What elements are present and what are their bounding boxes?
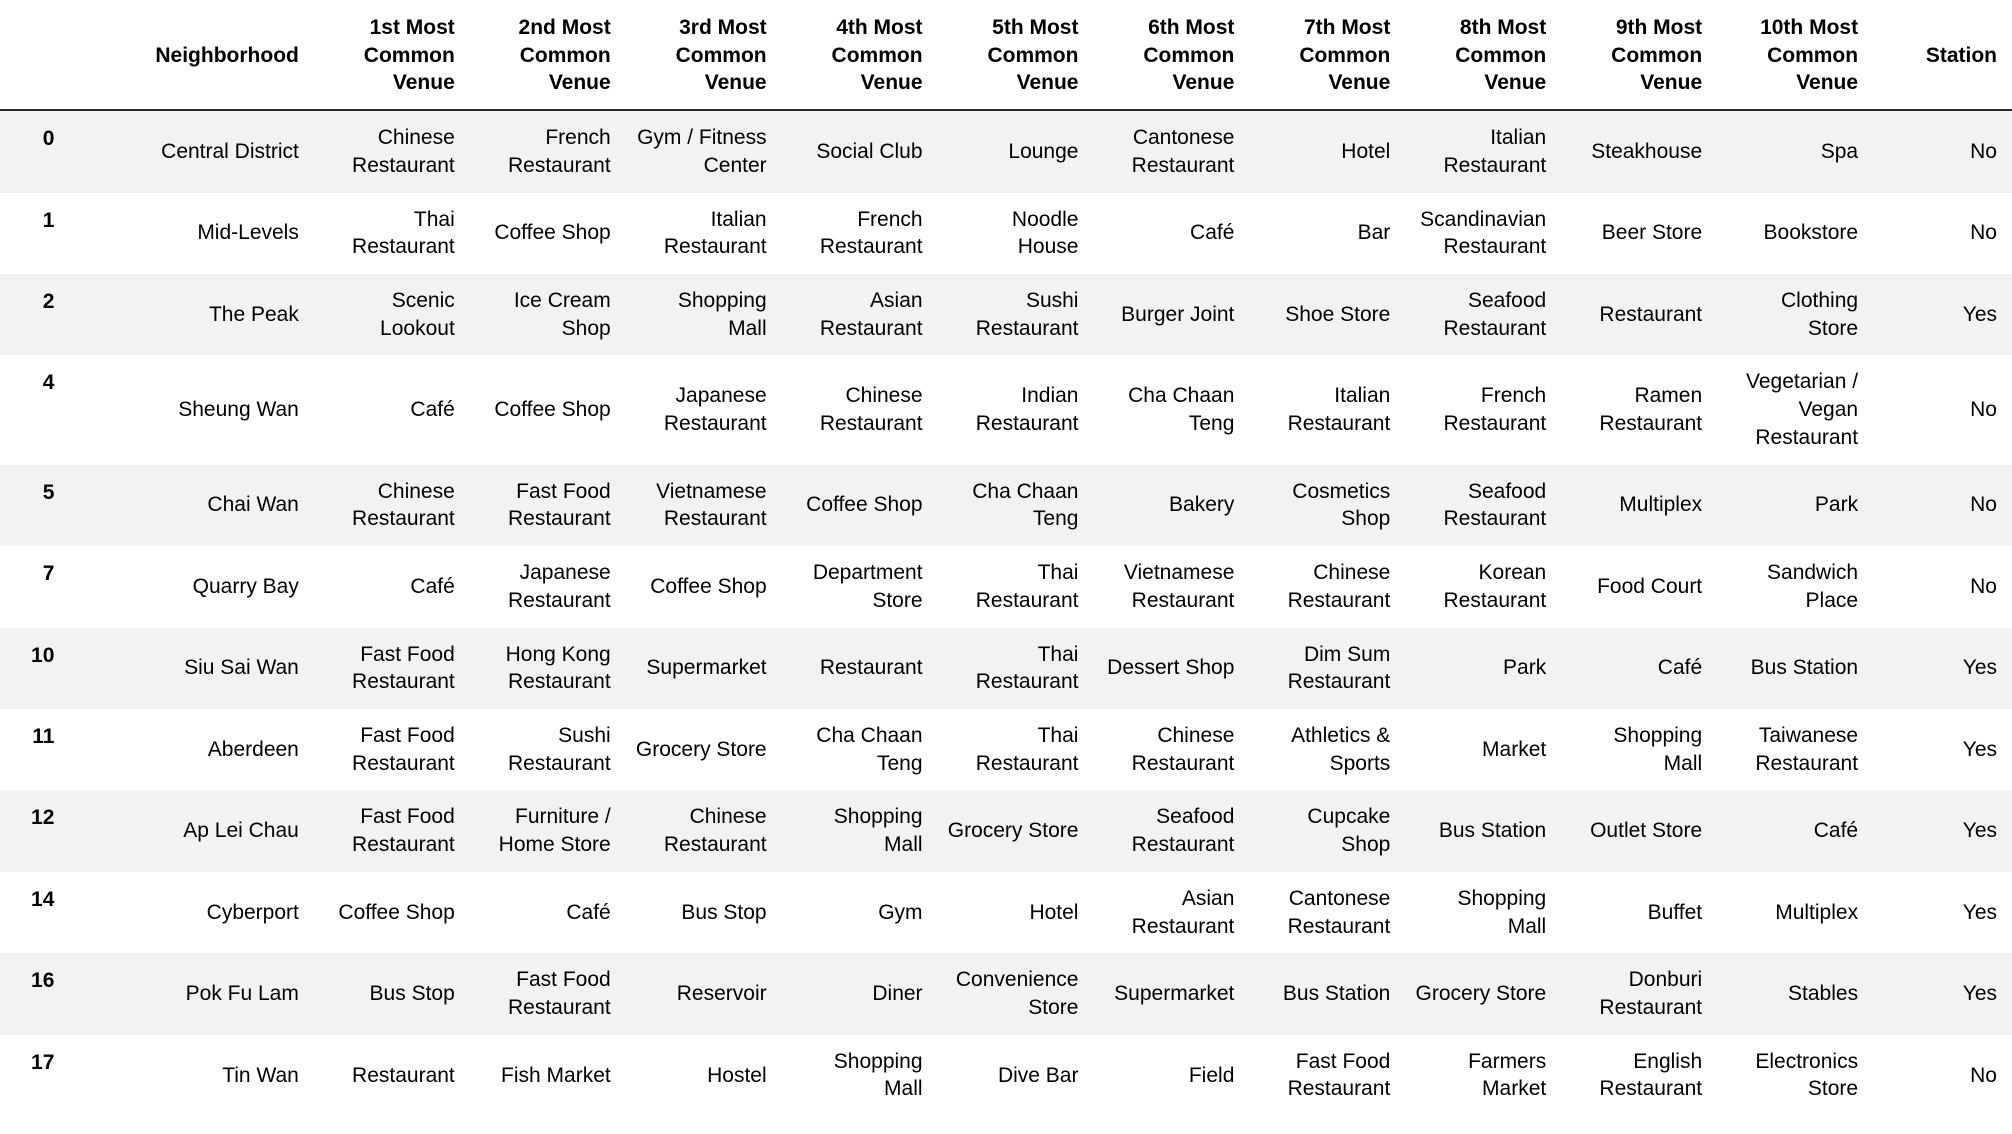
venue-cell: Bus Station bbox=[1282, 982, 1391, 1006]
column-header-7th-most-common-venue: 7th Most Common Venue bbox=[1249, 0, 1405, 110]
neighborhood-cell: Tin Wan bbox=[222, 1063, 299, 1087]
station-cell: Yes bbox=[1962, 302, 1997, 326]
venue-cell: Shopping Mall bbox=[1457, 886, 1547, 938]
row-index: 2 bbox=[42, 290, 55, 314]
table-row bbox=[0, 110, 2012, 192]
venue-cell: Noodle House bbox=[1011, 207, 1079, 259]
neighborhood-cell: Aberdeen bbox=[207, 737, 299, 761]
table-row bbox=[0, 628, 2012, 709]
venue-cell: Chinese Restaurant bbox=[1287, 561, 1391, 612]
venue-cell: Café bbox=[1813, 819, 1859, 843]
venue-cell: Thai Restaurant bbox=[975, 561, 1079, 612]
station-cell: No bbox=[1970, 1063, 1997, 1087]
venue-cell: Sandwich Place bbox=[1767, 561, 1859, 612]
venue-cell: Clothing Store bbox=[1781, 289, 1859, 340]
venue-cell: Steakhouse bbox=[1591, 140, 1703, 164]
table-row bbox=[0, 1035, 2012, 1116]
venue-cell: Furniture / Home Store bbox=[498, 805, 611, 857]
venue-cell: Cha Chaan Teng bbox=[816, 723, 923, 775]
venue-cell: Chinese Restaurant bbox=[1131, 723, 1235, 775]
venue-cell: Fast Food Restaurant bbox=[507, 968, 611, 1019]
venue-cell: Hotel bbox=[1029, 900, 1079, 924]
venue-cell: Cupcake Shop bbox=[1307, 805, 1391, 857]
venue-cell: Field bbox=[1188, 1063, 1235, 1087]
venue-cell: Buffet bbox=[1647, 900, 1703, 924]
row-index: 0 bbox=[42, 127, 55, 151]
column-header-3rd-most-common-venue: 3rd Most Common Venue bbox=[626, 0, 782, 110]
venue-cell: French Restaurant bbox=[1443, 384, 1547, 436]
venue-cell: Cantonese Restaurant bbox=[1287, 886, 1391, 938]
venue-cell: Scandinavian Restaurant bbox=[1420, 207, 1547, 259]
column-header-station: Station bbox=[1873, 0, 2012, 110]
row-index: 7 bbox=[42, 562, 55, 586]
venue-cell: Market bbox=[1482, 737, 1547, 761]
station-cell: Yes bbox=[1962, 737, 1997, 761]
venue-cell: Restaurant bbox=[1599, 302, 1703, 326]
row-index: 14 bbox=[31, 887, 55, 911]
station-cell: No bbox=[1970, 493, 1997, 517]
station-cell: No bbox=[1970, 140, 1997, 164]
station-cell: No bbox=[1970, 398, 1997, 422]
venue-cell: Dessert Shop bbox=[1107, 656, 1235, 680]
venue-cell: Bus Station bbox=[1438, 819, 1547, 843]
venue-cell: Cha Chaan Teng bbox=[1128, 384, 1235, 436]
column-header-4th-most-common-venue: 4th Most Common Venue bbox=[782, 0, 938, 110]
column-header-1st-most-common-venue: 1st Most Common Venue bbox=[314, 0, 470, 110]
venue-cell: Sushi Restaurant bbox=[507, 723, 611, 775]
venue-cell: Thai Restaurant bbox=[975, 723, 1079, 775]
neighborhood-cell: The Peak bbox=[208, 302, 299, 326]
venue-cell: Electronics Store bbox=[1755, 1049, 1859, 1101]
venue-cell: Chinese Restaurant bbox=[663, 805, 767, 857]
venue-cell: Coffee Shop bbox=[338, 900, 455, 924]
venue-cell: Vietnamese Restaurant bbox=[1123, 561, 1235, 612]
table-row bbox=[0, 355, 2012, 464]
venue-cell: Donburi Restaurant bbox=[1599, 968, 1703, 1019]
venue-cell: Restaurant bbox=[819, 656, 923, 680]
venue-cell: Vietnamese Restaurant bbox=[656, 479, 767, 531]
column-header-5th-most-common-venue: 5th Most Common Venue bbox=[938, 0, 1094, 110]
neighborhood-cell: Sheung Wan bbox=[178, 398, 299, 422]
column-header-2nd-most-common-venue: 2nd Most Common Venue bbox=[470, 0, 626, 110]
venue-cell: Coffee Shop bbox=[494, 221, 611, 245]
venue-cell: Hotel bbox=[1341, 140, 1391, 164]
venue-cell: Bus Stop bbox=[369, 982, 455, 1006]
table-row bbox=[0, 193, 2012, 274]
venue-cell: Dive Bar bbox=[997, 1063, 1079, 1087]
venue-cell: French Restaurant bbox=[819, 207, 923, 259]
venue-cell: Coffee Shop bbox=[650, 574, 767, 598]
column-header-10th-most-common-venue: 10th Most Common Venue bbox=[1717, 0, 1873, 110]
header-row bbox=[0, 0, 2012, 110]
column-header-neighborhood: Neighborhood bbox=[68, 0, 313, 110]
venue-cell: Bus Stop bbox=[681, 900, 767, 924]
venue-cell: Italian Restaurant bbox=[1287, 384, 1391, 436]
venue-cell: Outlet Store bbox=[1590, 819, 1703, 843]
venue-cell: Gym / Fitness Center bbox=[637, 126, 767, 177]
venue-cell: Thai Restaurant bbox=[352, 207, 455, 259]
venue-cell: Reservoir bbox=[676, 982, 767, 1006]
row-index: 4 bbox=[42, 371, 55, 395]
venue-cell: Café bbox=[1657, 656, 1703, 680]
venue-cell: Asian Restaurant bbox=[1131, 886, 1235, 938]
column-header-8th-most-common-venue: 8th Most Common Venue bbox=[1405, 0, 1561, 110]
venue-cell: Vegetarian / Vegan Restaurant bbox=[1745, 370, 1859, 449]
venue-cell: Ice Cream Shop bbox=[513, 289, 611, 340]
neighborhood-cell: Quarry Bay bbox=[192, 574, 299, 598]
venue-cell: Chinese Restaurant bbox=[819, 384, 923, 436]
venue-cell: Thai Restaurant bbox=[975, 642, 1079, 694]
table-row bbox=[0, 274, 2012, 355]
venue-cell: Stables bbox=[1788, 982, 1859, 1006]
venue-cell: Asian Restaurant bbox=[819, 289, 923, 340]
venue-cell: Coffee Shop bbox=[494, 398, 611, 422]
venue-cell: Fast Food Restaurant bbox=[352, 805, 455, 857]
venue-cell: Fast Food Restaurant bbox=[352, 642, 455, 694]
table-row bbox=[0, 872, 2012, 953]
row-index: 16 bbox=[31, 969, 55, 993]
venue-cell: English Restaurant bbox=[1599, 1049, 1703, 1101]
venue-cell: Chinese Restaurant bbox=[352, 126, 455, 177]
neighborhood-cell: Mid-Levels bbox=[197, 221, 299, 245]
venue-cell: Italian Restaurant bbox=[663, 207, 767, 259]
venue-cell: Seafood Restaurant bbox=[1443, 289, 1547, 340]
station-cell: No bbox=[1970, 574, 1997, 598]
venue-cell: Food Court bbox=[1597, 574, 1703, 598]
venue-cell: Department Store bbox=[812, 561, 923, 612]
venue-cell: Grocery Store bbox=[1415, 982, 1547, 1006]
venue-cell: Lounge bbox=[1008, 140, 1079, 164]
venue-cell: Supermarket bbox=[1114, 982, 1235, 1006]
station-cell: No bbox=[1970, 221, 1997, 245]
station-cell: Yes bbox=[1962, 982, 1997, 1006]
table-header bbox=[0, 0, 2012, 110]
venue-cell: Convenience Store bbox=[955, 968, 1079, 1019]
column-header-9th-most-common-venue: 9th Most Common Venue bbox=[1561, 0, 1717, 110]
row-index: 11 bbox=[32, 724, 55, 748]
venue-cell: Restaurant bbox=[352, 1063, 455, 1087]
venue-cell: Park bbox=[1503, 656, 1547, 680]
venue-cell: Shopping Mall bbox=[833, 805, 923, 857]
venue-cell: Spa bbox=[1820, 140, 1859, 164]
row-index: 17 bbox=[31, 1050, 55, 1074]
neighborhood-cell: Siu Sai Wan bbox=[184, 656, 299, 680]
venue-cell: Indian Restaurant bbox=[975, 384, 1079, 436]
venue-cell: Hong Kong Restaurant bbox=[505, 642, 611, 694]
venue-cell: French Restaurant bbox=[507, 126, 611, 177]
venue-cell: Gym bbox=[878, 900, 923, 924]
neighborhood-cell: Chai Wan bbox=[207, 493, 299, 517]
venue-cell: Grocery Store bbox=[635, 737, 767, 761]
venue-cell: Bookstore bbox=[1763, 221, 1859, 245]
station-cell: Yes bbox=[1962, 819, 1997, 843]
venue-cell: Fast Food Restaurant bbox=[1287, 1049, 1391, 1101]
venue-cell: Shopping Mall bbox=[677, 289, 767, 340]
venue-cell: Korean Restaurant bbox=[1443, 561, 1547, 612]
table-body bbox=[0, 110, 2012, 1116]
venue-cell: Seafood Restaurant bbox=[1131, 805, 1235, 857]
venue-cell: Cha Chaan Teng bbox=[972, 479, 1079, 531]
venue-cell: Social Club bbox=[816, 140, 923, 164]
venue-cell: Diner bbox=[872, 982, 923, 1006]
column-header-6th-most-common-venue: 6th Most Common Venue bbox=[1093, 0, 1249, 110]
venue-cell: Fast Food Restaurant bbox=[507, 479, 611, 531]
table-row bbox=[0, 709, 2012, 790]
row-index: 1 bbox=[42, 208, 55, 232]
table-row bbox=[0, 546, 2012, 627]
venue-cell: Bus Station bbox=[1750, 656, 1859, 680]
venue-cell: Seafood Restaurant bbox=[1443, 479, 1547, 531]
venue-cell: Multiplex bbox=[1775, 900, 1859, 924]
venue-cell: Shopping Mall bbox=[833, 1049, 923, 1101]
neighborhood-cell: Pok Fu Lam bbox=[185, 982, 299, 1006]
venue-cell: Farmers Market bbox=[1468, 1049, 1547, 1101]
venue-cell: Cantonese Restaurant bbox=[1131, 126, 1235, 177]
venue-cell: Hostel bbox=[707, 1063, 767, 1087]
venue-cell: Burger Joint bbox=[1121, 302, 1235, 326]
venue-cell: Café bbox=[410, 574, 455, 598]
venue-cell: Ramen Restaurant bbox=[1599, 384, 1703, 436]
venue-cell: Café bbox=[410, 398, 455, 422]
row-index: 10 bbox=[31, 643, 55, 667]
neighborhood-cell: Cyberport bbox=[206, 900, 299, 924]
venue-cell: Café bbox=[1190, 221, 1235, 245]
station-cell: Yes bbox=[1962, 656, 1997, 680]
table-row bbox=[0, 953, 2012, 1034]
venue-cell: Cosmetics Shop bbox=[1292, 479, 1391, 531]
venue-cell: Shopping Mall bbox=[1613, 723, 1703, 775]
table-row bbox=[0, 790, 2012, 871]
venue-cell: Park bbox=[1814, 493, 1859, 517]
venue-cell: Grocery Store bbox=[947, 819, 1079, 843]
venue-cell: Fast Food Restaurant bbox=[352, 723, 455, 775]
station-cell: Yes bbox=[1962, 900, 1997, 924]
venue-cell: Italian Restaurant bbox=[1443, 126, 1547, 177]
venue-cell: Athletics & Sports bbox=[1291, 723, 1391, 775]
venue-cell: Shoe Store bbox=[1285, 302, 1391, 326]
venue-cell: Dim Sum Restaurant bbox=[1287, 642, 1391, 694]
venue-cell: Beer Store bbox=[1601, 221, 1703, 245]
venue-cell: Japanese Restaurant bbox=[663, 384, 767, 436]
venue-cell: Taiwanese Restaurant bbox=[1755, 723, 1859, 775]
venue-cell: Sushi Restaurant bbox=[975, 289, 1079, 340]
venue-cell: Supermarket bbox=[646, 656, 767, 680]
venue-cell: Fish Market bbox=[501, 1063, 611, 1087]
venue-cell: Multiplex bbox=[1619, 493, 1703, 517]
row-index: 12 bbox=[31, 806, 55, 830]
venue-cell: Bar bbox=[1357, 221, 1391, 245]
venue-cell: Bakery bbox=[1169, 493, 1235, 517]
venue-cell: Scenic Lookout bbox=[380, 289, 455, 340]
neighborhood-cell: Ap Lei Chau bbox=[183, 819, 299, 843]
row-index: 5 bbox=[42, 480, 55, 504]
table-row bbox=[0, 465, 2012, 546]
venue-cell: Japanese Restaurant bbox=[507, 561, 611, 612]
index-corner-header bbox=[0, 0, 68, 110]
venue-cell: Chinese Restaurant bbox=[352, 479, 455, 531]
venue-cell: Coffee Shop bbox=[806, 493, 923, 517]
neighborhood-cell: Central District bbox=[161, 140, 299, 164]
venue-cell: Café bbox=[566, 900, 611, 924]
